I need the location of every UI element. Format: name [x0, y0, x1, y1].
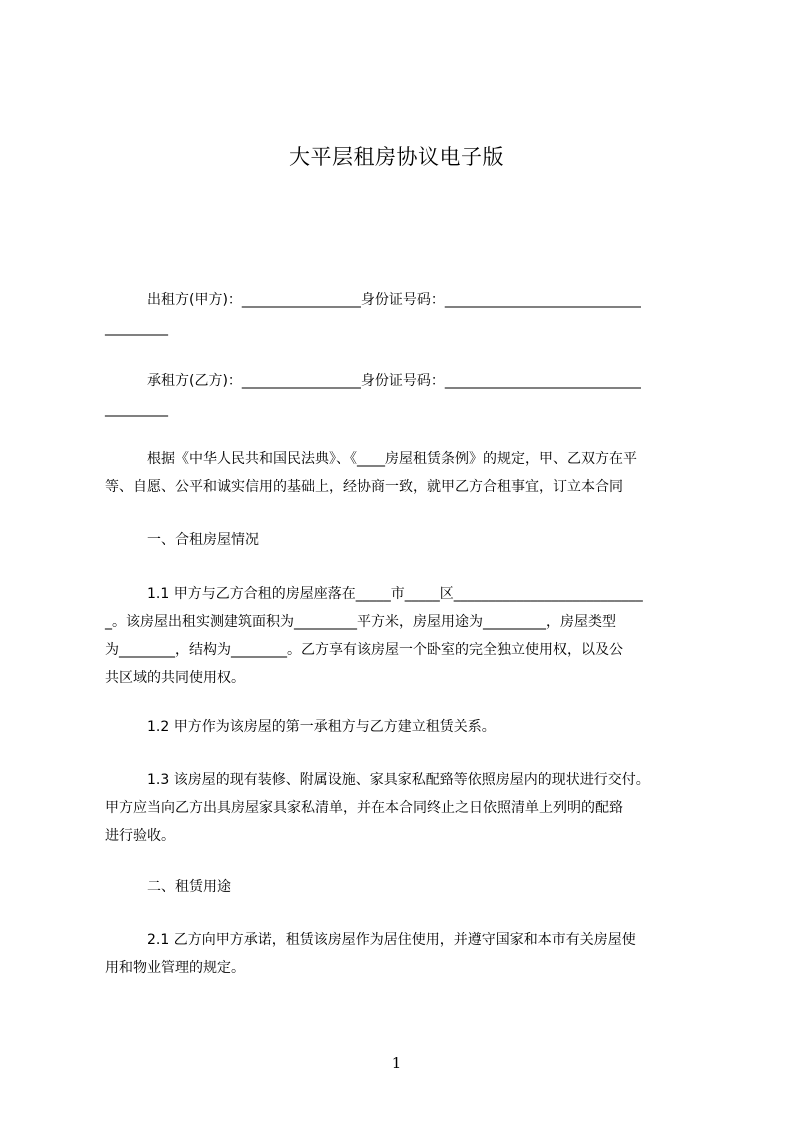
lessor-line: 出租方(甲方)：_________________身份证号码：____________________________ _________	[105, 292, 641, 336]
document-title: 大平层租房协议电子版	[289, 145, 504, 169]
clause-2-1: 2.1 乙方向甲方承诺，租赁该房屋作为居住使用，并遵守国家和本市有关房屋使 用和物业管理的规定。	[105, 932, 636, 976]
lessee-line: 承租方(乙方)：_________________身份证号码：____________________________ _________	[105, 373, 641, 417]
clause-1-3: 1.3 该房屋的现有装修、附属设施、家具家私配臵等依照房屋内的现状进行交付。 甲方应当向乙方出具房屋家具家私清单，并在本合同终止之日依照清单上列明的配臵 进行验收。	[105, 772, 650, 844]
section-heading-2: 二、租赁用途	[105, 879, 231, 895]
page-number: 1	[391, 1054, 402, 1072]
clause-1-2: 1.2 甲方作为该房屋的第一承租方与乙方建立租赁关系。	[105, 719, 496, 735]
section-heading-1: 一、合租房屋情况	[105, 532, 259, 548]
preamble-paragraph: 根据《中华人民共和国民法典》、《____房屋租赁条例》的规定，甲、乙双方在平 等、自愿、公平和诚实信用的基础上，经协商一致，就甲乙方合租事宜，订立本合同	[105, 451, 637, 495]
clause-1-1: 1.1 甲方与乙方合租的房屋座落在_____市_____区___________________________ _。该房屋出租实测建筑面积为_________平方米，房屋用途为_________，房屋类型 为________，结构为________。乙方享有该房屋一个卧室的完全独立使用权，以及公 共区域的共同使用权。	[105, 586, 643, 686]
